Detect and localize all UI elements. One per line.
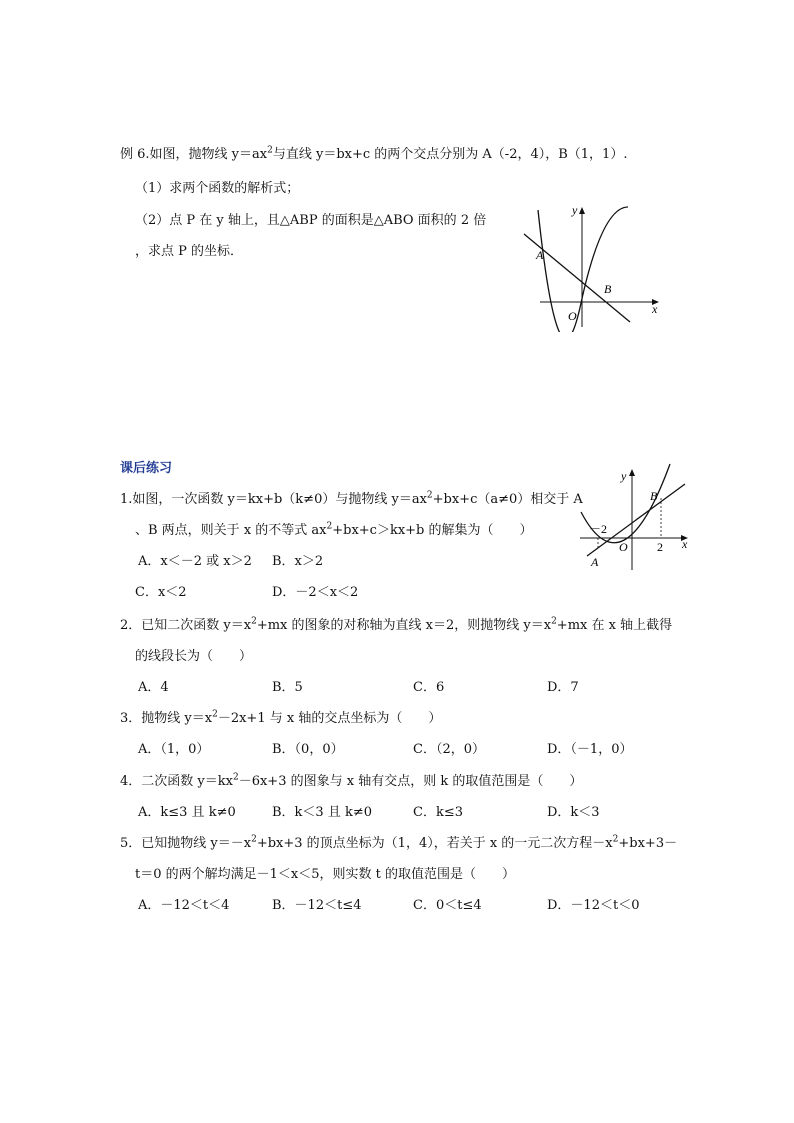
p5-line1: 5．已知抛物线 $y=-x^2+bx+3$ 的顶点坐标为（1，4），若关于 x 的一元二次方程$-x^2+bx+3-$ [120, 834, 678, 851]
label-B: B [650, 489, 658, 503]
p4-option-a: A．k≤3 且 k≠0 [138, 805, 236, 820]
p4-option-c: C．k≤3 [413, 805, 463, 820]
p2-line2: 的线段长为（ ） [135, 649, 253, 664]
p2-option-d: D．7 [547, 680, 579, 695]
example6-line1: 例 6.如图，抛物线 $y=ax^2$与直线 y＝bx+c 的两个交点分别为 A（-2，4），B（1，1）. [120, 145, 628, 162]
p1-line1: 1.如图，一次函数 y＝kx+b（k≠0）与抛物线 $y=ax^2+bx+c(a\ne 0)$相交于 A [120, 490, 583, 507]
p2-line1: 2．已知二次函数 $y=x^2+mx$ 的图象的对称轴为直线 x＝2，则抛物线 $y=x^2+mx$ 在 x 轴上截得 [120, 616, 673, 633]
example6-q2a: （2）点 P 在 y 轴上，且△ABP 的面积是△ABO 面积的 2 倍 [135, 213, 487, 228]
p5-option-d: D．－12＜t＜0 [547, 898, 640, 913]
label-A: A [536, 248, 544, 262]
p3-option-b: B．（0，0） [272, 742, 344, 757]
straight-line [587, 484, 685, 556]
p1-line2: 、B 两点，则关于 x 的不等式 $ax^2+bx+c>kx+b$ 的解集为（ ） [135, 521, 533, 538]
practice-heading: 课后练习 [120, 461, 173, 476]
example6-q2b: ，求点 P 的坐标． [135, 244, 244, 259]
p1-option-d: D．－2＜x＜2 [272, 585, 359, 600]
p4-option-b: B．k＜3 且 k≠0 [272, 805, 373, 820]
label-x: x [652, 302, 658, 316]
p5-line2: t＝0 的两个解均满足－1＜x＜5，则实数 t 的取值范围是（ ） [135, 867, 515, 882]
p3-option-c: C．（2，0） [413, 742, 485, 757]
p1-figure [575, 462, 695, 574]
p1-option-b: B．x＞2 [272, 554, 324, 569]
p5-option-a: A．－12＜t＜4 [138, 898, 230, 913]
p3-line1: 3．抛物线 $y=x^2-2x+1$ 与 x 轴的交点坐标为（ ） [120, 709, 442, 726]
p3-option-d: D．（－1，0） [547, 742, 633, 757]
label-A: A [591, 555, 599, 569]
label-O: O [619, 540, 628, 554]
label-y: y [621, 469, 627, 483]
example6-figure [510, 202, 670, 332]
p2-option-c: C．6 [413, 680, 445, 695]
label-2: 2 [657, 540, 663, 554]
p3-option-a: A．（1，0） [138, 742, 210, 757]
p2-option-a: A．4 [138, 680, 169, 695]
p2-option-b: B．5 [272, 680, 303, 695]
label-minus2: －2 [589, 522, 608, 536]
label-x: x [682, 537, 688, 551]
p1-option-a: A．x＜－2 或 x＞2 [138, 554, 252, 569]
label-B: B [604, 282, 612, 296]
p5-option-b: B．－12＜t≤4 [272, 898, 362, 913]
example6-q1: （1）求两个函数的解析式； [135, 181, 300, 196]
p5-option-c: C．0＜t≤4 [413, 898, 482, 913]
p4-option-d: D．k＜3 [547, 805, 600, 820]
p4-line1: 4．二次函数 $y=kx^2-6x+3$ 的图象与 x 轴有交点，则 k 的取值范围是（ ） [120, 772, 583, 789]
label-y: y [572, 203, 578, 217]
label-O: O [568, 309, 577, 323]
p1-option-c: C．x＜2 [135, 585, 187, 600]
